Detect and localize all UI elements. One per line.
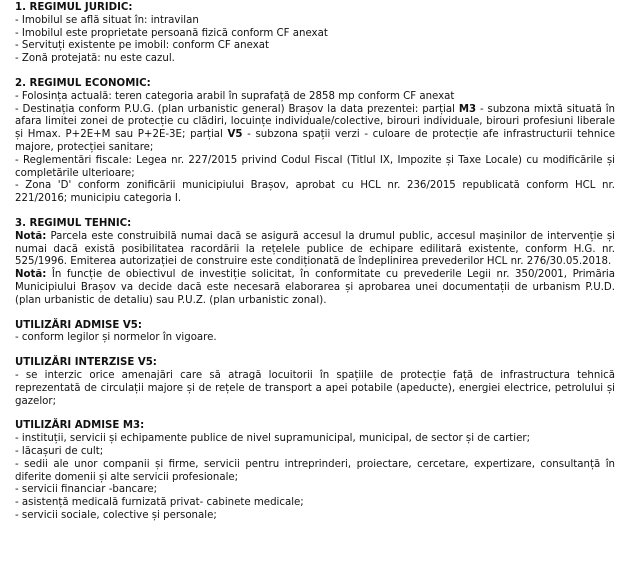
section-utilizari-admise-v5 xyxy=(15,320,615,346)
note-paragraph xyxy=(15,269,615,307)
list-item: - asistență medicală furnizată privat- cabinete medicale; xyxy=(15,497,304,509)
note-text: Parcela este construibilă numai dacă se asigură accesul la drumul public, accesul mașinilor de intervenție și numai dacă există posibilitatea racordării la rețelele publice de echipare edilitară existente, conform H.G. nr. 525/1996. Emiterea autorizației de construire este condiționată de îndeplinirea prevederilor HCL nr. 276/30.05.2018. xyxy=(15,230,615,268)
section-heading: UTILIZĂRI INTERZISE V5: xyxy=(15,357,157,369)
list-item: - conform legilor și normelor în vigoare. xyxy=(15,332,217,344)
section-regim-juridic xyxy=(15,2,615,66)
list-item: - Folosința actuală: teren categoria arabil în suprafață de 2858 mp conform CF anexat xyxy=(15,90,455,102)
list-item-destinatia xyxy=(15,104,615,155)
list-item: - instituții, servicii și echipamente publice de nivel supramunicipal, municipal, de sector și de cartier; xyxy=(15,433,531,445)
note-paragraph xyxy=(15,231,615,269)
zone-code-m3: M3 xyxy=(458,103,477,115)
text-run: - subzona spații verzi - culoare de protecție afe infrastructurii tehnice majore, protecției sanitare; xyxy=(15,129,616,153)
section-regim-tehnic xyxy=(15,218,615,308)
note-text: În funcție de obiectivul de investiție solicitat, în conformitate cu prevederile Legii nr. 350/2001, Primăria Municipiului Brașov va decide dacă este necesară elaborarea și aprobarea unei documentații de urbanism P.U.D. (plan urbanistic de detaliu) sau P.U.Z. (plan urbanistic zonal). xyxy=(15,269,615,306)
section-utilizari-admise-m3 xyxy=(15,420,615,522)
text-run: - Destinația conform P.U.G. (plan urbanistic general) Brașov la data prezentei: parțial xyxy=(15,103,459,115)
note-label: Notă: xyxy=(15,230,47,242)
list-item: - se interzic orice amenajări care să atragă locuitorii în spațiile de protecție față de infrastructura tehnică reprezentată de circulații majore și de rețele de transport a apei potabile (apeducte), energiei electrice, petrolului și gazelor; xyxy=(15,369,615,407)
list-item: - servicii financiar -bancare; xyxy=(15,484,158,496)
section-utilizari-interzise-v5 xyxy=(15,357,615,408)
section-heading: UTILIZĂRI ADMISE V5: xyxy=(15,319,142,331)
list-item: - Zonă protejată: nu este cazul. xyxy=(15,53,175,65)
section-heading: UTILIZĂRI ADMISE M3: xyxy=(15,420,145,432)
list-item: - Servituți existente pe imobil: conform CF anexat xyxy=(15,40,269,52)
list-item: - Zona 'D' conform zonificării municipiului Brașov, aprobat cu HCL nr. 236/2015 republicată conform HCL nr. 221/2016; municipiu categoria I. xyxy=(15,180,615,205)
list-item: - lăcașuri de cult; xyxy=(15,445,104,457)
list-item: - servicii sociale, colective și personale; xyxy=(15,509,217,521)
list-item: - Reglementări fiscale: Legea nr. 227/2015 privind Codul Fiscal (Titlul IX, Impozite și Taxe Locale) cu modificările și completările ulterioare; xyxy=(15,154,615,179)
list-item: - sedii ale unor companii și firme, servicii pentru intreprinderi, proiectare, cercetare, expertizare, consultanță în diferite domenii și alte servicii profesionale; xyxy=(15,458,615,483)
list-item: - Imobilul se află situat în: intravilan xyxy=(15,14,199,26)
note-label: Notă: xyxy=(15,269,47,281)
section-heading: 2. REGIMUL ECONOMIC: xyxy=(15,77,151,89)
list-item: - Imobilul este proprietate persoană fizică conform CF anexat xyxy=(15,27,328,39)
zone-code-v5: V5 xyxy=(227,129,243,141)
section-heading: 1. REGIMUL JURIDIC: xyxy=(15,2,133,13)
section-regim-economic xyxy=(15,78,615,206)
text-run: - subzona mixtă situată în afara limitei zonei de protecție cu clădiri, locuințe individuale/colective, birouri individuale, birouri profesiuni liberale și Hmax. P+2E+M sau P+2E-3E; parțial xyxy=(15,103,615,141)
document-page xyxy=(15,0,615,523)
section-heading: 3. REGIMUL TEHNIC: xyxy=(15,217,132,229)
